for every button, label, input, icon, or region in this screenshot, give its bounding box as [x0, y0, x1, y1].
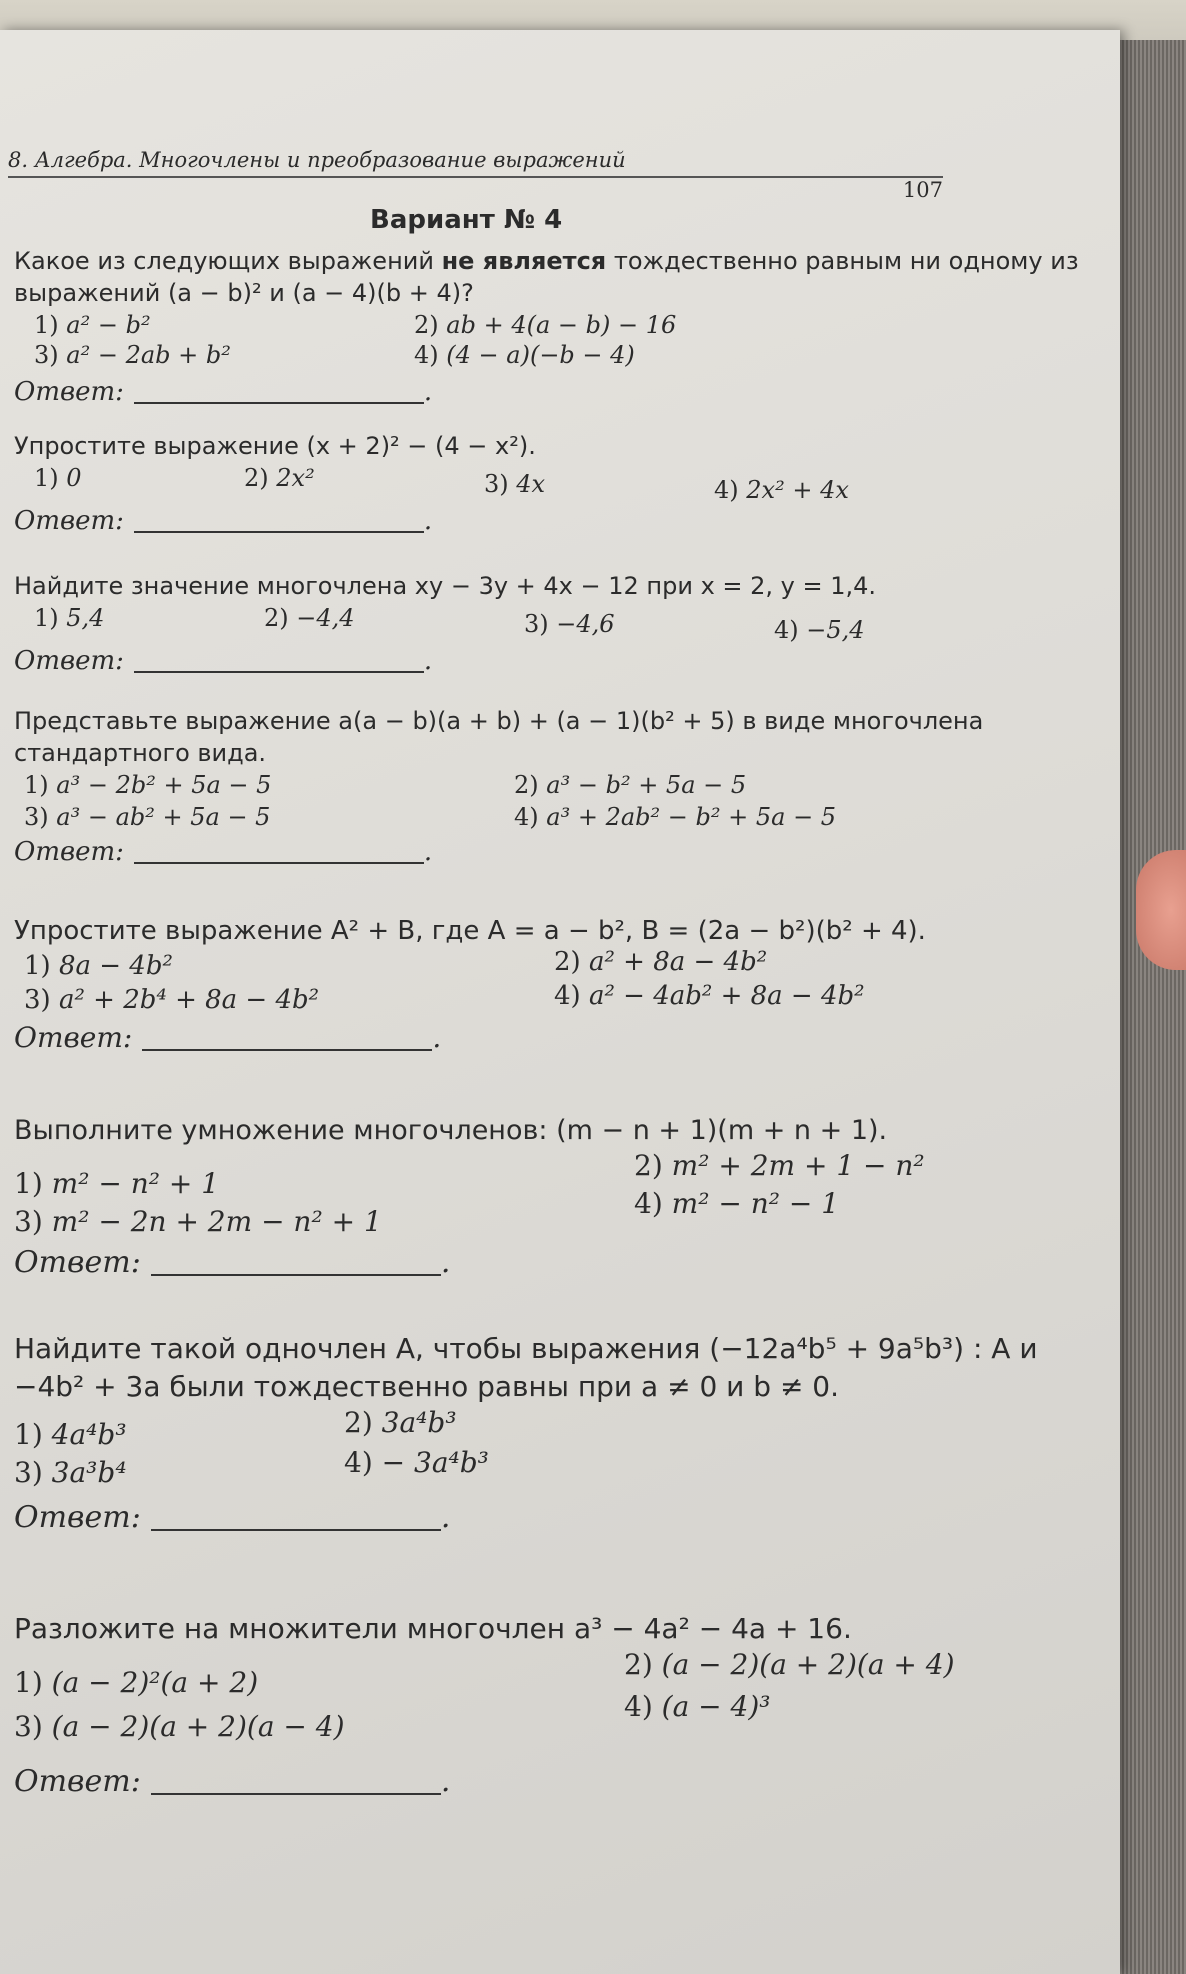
option-4: 4) (4 − a)(−b − 4)	[414, 341, 635, 369]
option-3: 3) m² − 2n + 2m − n² + 1	[14, 1205, 382, 1238]
answer-line[interactable]	[134, 531, 424, 533]
task-2	[14, 430, 1094, 536]
option-3: 3) a² + 2b⁴ + 8a − 4b²	[24, 985, 320, 1015]
answer-line[interactable]	[151, 1793, 441, 1795]
answer-line[interactable]	[134, 671, 424, 673]
answer-field: Ответ: .	[14, 377, 433, 407]
option-4: 4) a³ + 2ab² − b² + 5a − 5	[514, 803, 837, 831]
option-2: 2) 3a⁴b³	[344, 1406, 457, 1439]
option-3: 3) 3a³b⁴	[14, 1456, 127, 1489]
option-2: 2) (a − 2)(a + 2)(a + 4)	[624, 1648, 955, 1681]
task-options	[14, 462, 1094, 502]
task-stem: Какое из следующих выражений не является тождественно равным ни одному из выражений (a − b)² и (a − 4)(b + 4)?	[14, 247, 1079, 307]
answer-field: Ответ: .	[14, 506, 433, 536]
answer-field: Ответ: .	[14, 1245, 451, 1280]
option-4: 4) − 3a⁴b³	[344, 1446, 489, 1479]
option-4: 4) 2x² + 4x	[714, 476, 849, 504]
task-6	[14, 1115, 1094, 1280]
option-3: 3) 4x	[484, 470, 546, 498]
option-2: 2) a³ − b² + 5a − 5	[514, 771, 747, 799]
task-options	[14, 1648, 1094, 1748]
answer-line[interactable]	[151, 1274, 441, 1276]
page-number: 107	[902, 178, 943, 202]
task-options	[14, 602, 1094, 642]
task-4	[14, 705, 1094, 867]
task-options	[14, 1147, 1094, 1238]
option-2: 2) a² + 8a − 4b²	[554, 947, 768, 977]
task-stem: Упростите выражение (x + 2)² − (4 − x²).	[14, 432, 536, 460]
task-stem: Разложите на множители многочлен a³ − 4a² − 4a + 16.	[14, 1612, 852, 1645]
option-3: 3) a³ − ab² + 5a − 5	[24, 803, 271, 831]
task-5	[14, 915, 1094, 1054]
answer-field: Ответ: .	[14, 646, 433, 676]
option-1: 1) 8a − 4b²	[24, 951, 173, 981]
option-4: 4) m² − n² − 1	[634, 1187, 840, 1220]
answer-line[interactable]	[151, 1529, 441, 1531]
task-options	[14, 769, 1094, 833]
answer-line[interactable]	[134, 402, 424, 404]
answer-line[interactable]	[142, 1049, 432, 1051]
answer-field: Ответ: .	[14, 1021, 442, 1054]
option-1: 1) 4a⁴b³	[14, 1418, 127, 1451]
answer-field: Ответ: .	[14, 837, 433, 867]
option-3: 3) −4,6	[524, 610, 615, 638]
finger-holding-page	[1136, 850, 1186, 970]
option-2: 2) ab + 4(a − b) − 16	[414, 311, 677, 339]
option-2: 2) m² + 2m + 1 − n²	[634, 1149, 925, 1182]
option-4: 4) −5,4	[774, 616, 865, 644]
option-1: 1) a² − b²	[34, 311, 151, 339]
task-stem: Представьте выражение a(a − b)(a + b) + (a − 1)(b² + 5) в виде многочлена стандартного вида.	[14, 707, 984, 767]
task-1	[14, 245, 1094, 407]
option-3: 3) a² − 2ab + b²	[34, 341, 231, 369]
answer-field: Ответ: .	[14, 1764, 451, 1799]
task-stem: Найдите значение многочлена xy − 3y + 4x − 12 при x = 2, y = 1,4.	[14, 572, 877, 600]
task-7	[14, 1330, 1094, 1535]
option-1: 1) 0	[34, 464, 82, 492]
answer-field: Ответ: .	[14, 1500, 451, 1535]
option-4: 4) a² − 4ab² + 8a − 4b²	[554, 981, 865, 1011]
task-options	[14, 947, 1094, 1017]
variant-title: Вариант № 4	[370, 205, 563, 235]
option-2: 2) −4,4	[264, 604, 355, 632]
task-stem: Найдите такой одночлен A, чтобы выражения (−12a⁴b⁵ + 9a⁵b³) : A и −4b² + 3a были тождественно равны при a ≠ 0 и b ≠ 0.	[14, 1332, 1038, 1403]
option-1: 1) a³ − 2b² + 5a − 5	[24, 771, 272, 799]
task-8	[14, 1610, 1094, 1799]
option-4: 4) (a − 4)³	[624, 1690, 771, 1723]
book-page	[0, 30, 1120, 1974]
task-options	[14, 309, 1094, 373]
task-stem: Выполните умножение многочленов: (m − n + 1)(m + n + 1).	[14, 1115, 888, 1146]
option-1: 1) (a − 2)²(a + 2)	[14, 1666, 259, 1699]
task-3	[14, 570, 1094, 676]
option-3: 3) (a − 2)(a + 2)(a − 4)	[14, 1710, 345, 1743]
option-1: 1) m² − n² + 1	[14, 1167, 220, 1200]
task-stem: Упростите выражение A² + B, где A = a − b², B = (2a − b²)(b² + 4).	[14, 916, 926, 946]
chapter-title: 8. Алгебра. Многочлены и преобразование выражений	[8, 148, 626, 172]
option-2: 2) 2x²	[244, 464, 315, 492]
task-options	[14, 1406, 1094, 1489]
answer-line[interactable]	[134, 862, 424, 864]
option-1: 1) 5,4	[34, 604, 105, 632]
page-header	[8, 148, 943, 202]
